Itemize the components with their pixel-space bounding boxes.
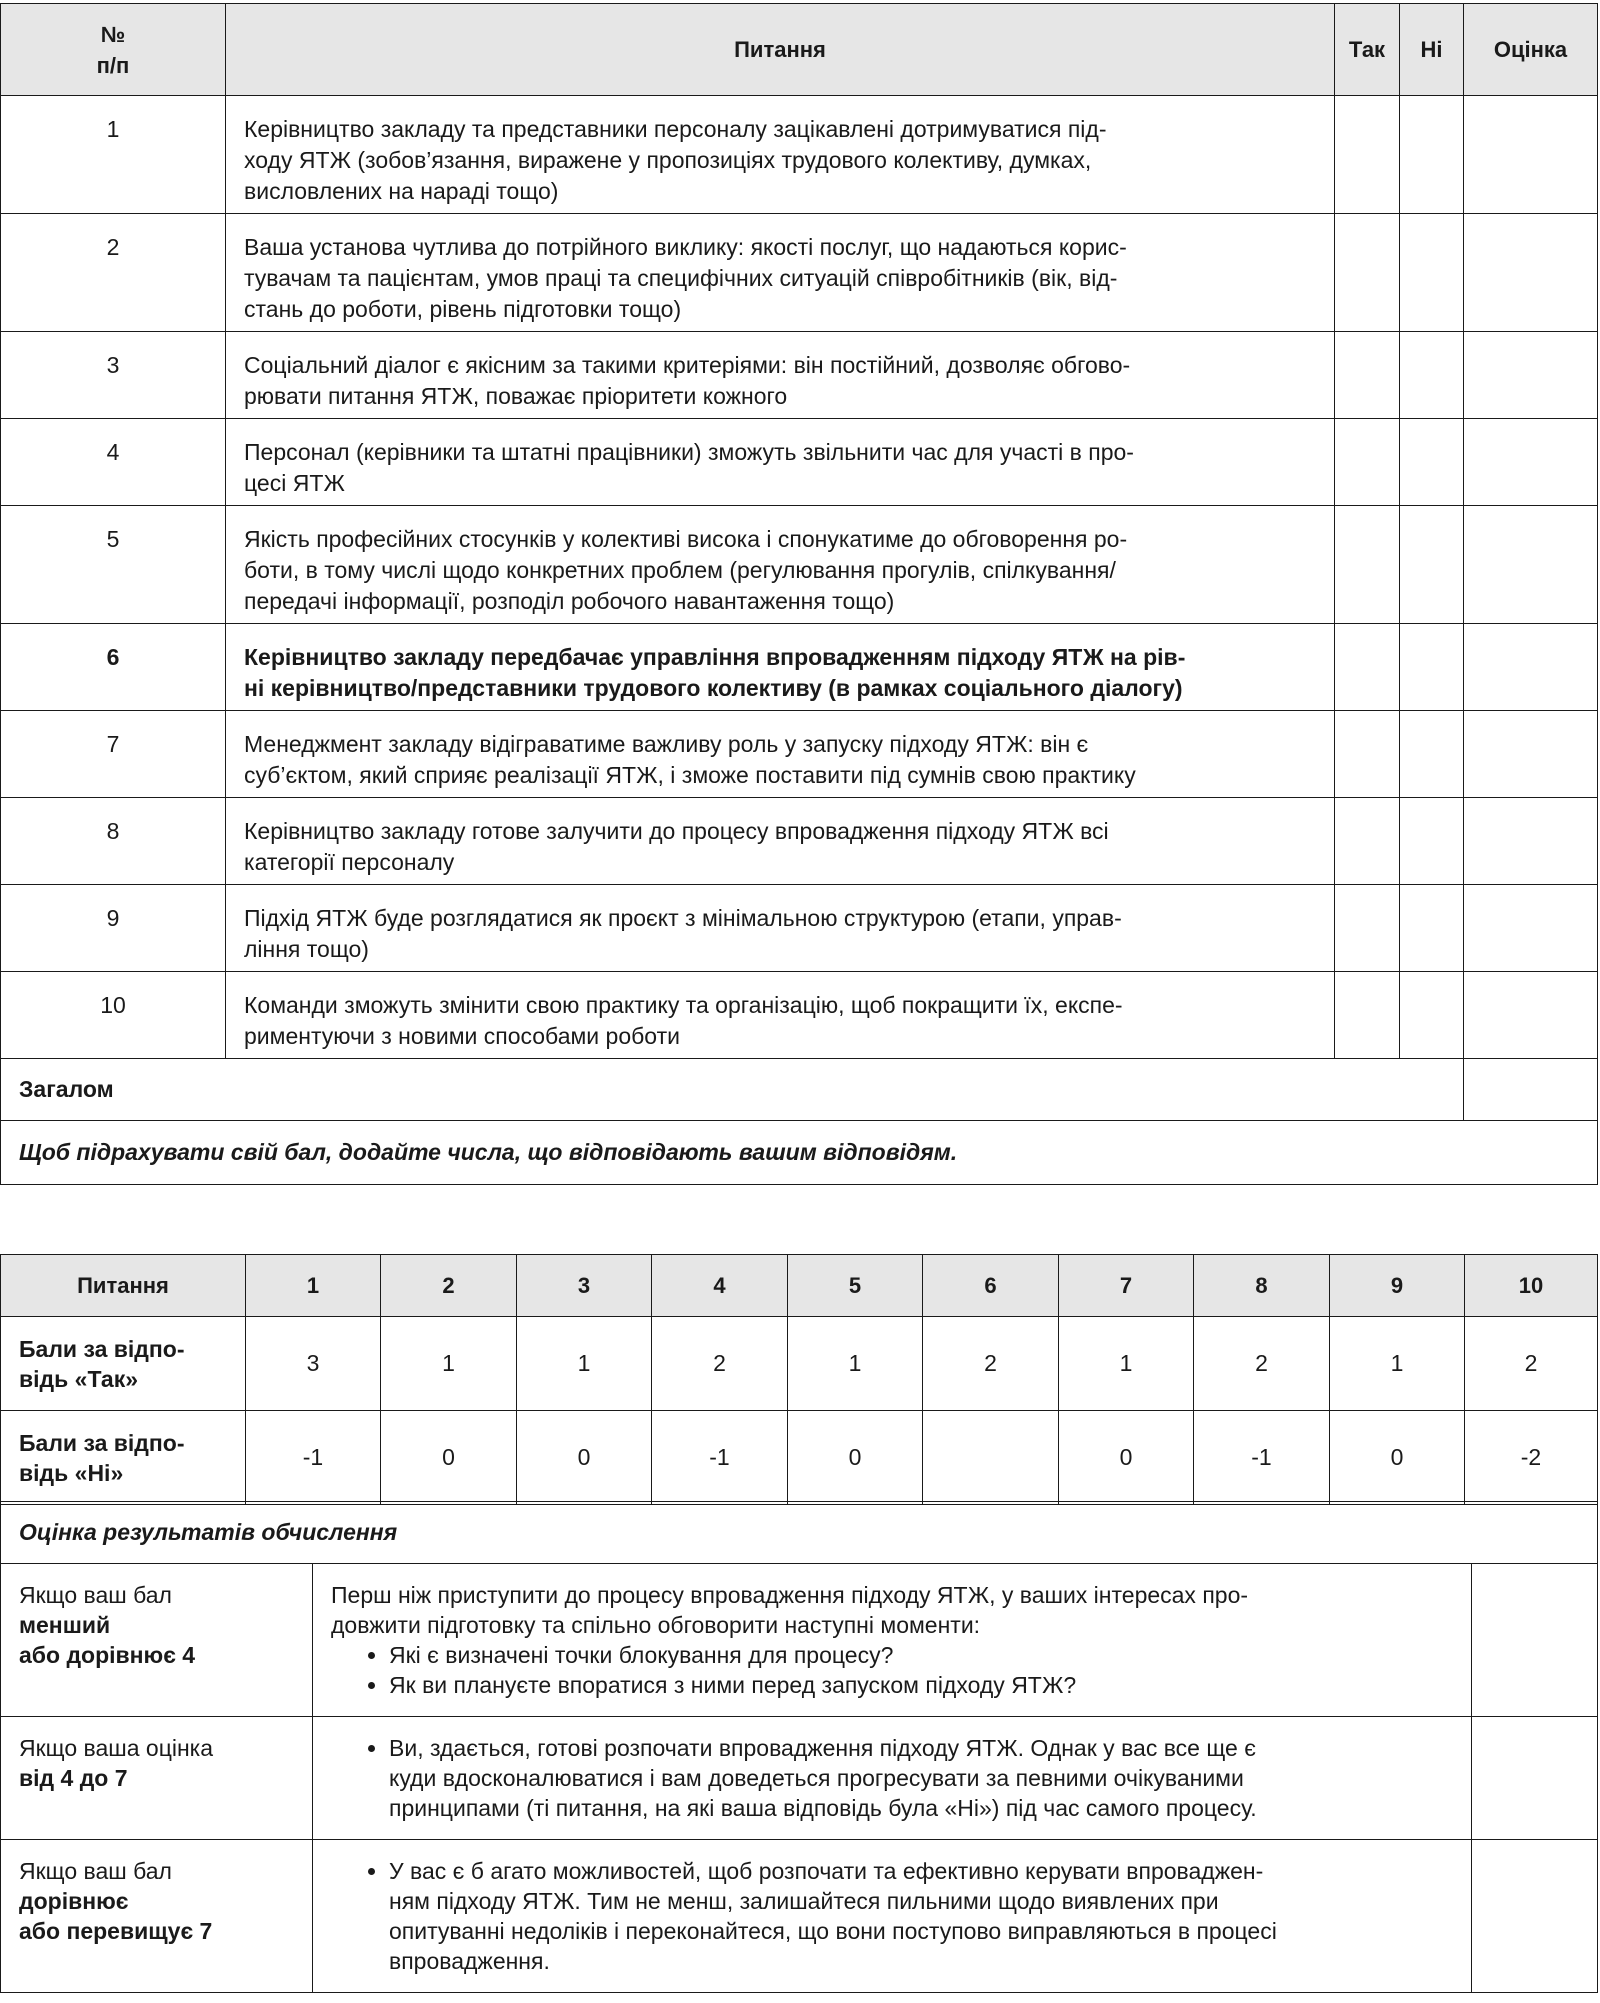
no-points-value: -2 bbox=[1465, 1411, 1598, 1505]
question-number: 9 bbox=[1, 885, 226, 972]
score-cell[interactable] bbox=[1464, 332, 1598, 419]
points-header-row bbox=[1, 1255, 1598, 1317]
question-row bbox=[1, 798, 1598, 885]
answer-no-cell[interactable] bbox=[1400, 419, 1464, 506]
answer-no-cell[interactable] bbox=[1400, 506, 1464, 624]
answer-no-cell[interactable] bbox=[1400, 96, 1464, 214]
question-row bbox=[1, 332, 1598, 419]
no-points-value bbox=[923, 1411, 1059, 1505]
question-text: Керівництво закладу готове залучити до процесу впровадження підходу ЯТЖ всі категорії персоналу bbox=[226, 798, 1335, 885]
evaluation-description bbox=[313, 1564, 1472, 1717]
yes-points-value: 1 bbox=[517, 1317, 652, 1411]
yes-points-value: 2 bbox=[1465, 1317, 1598, 1411]
questionnaire-table bbox=[0, 3, 1598, 1185]
no-points-value: 0 bbox=[517, 1411, 652, 1505]
question-number: 4 bbox=[1, 419, 226, 506]
points-question-number: 2 bbox=[381, 1255, 517, 1317]
question-text: Ваша установа чутлива до потрійного виклику: якості послуг, що надаються корис- тувачам та пацієнтам, умов праці та специфічних ситуацій співробітників (вік, від- стань до роботи, рівень підготовки тощо) bbox=[226, 214, 1335, 332]
evaluation-table bbox=[0, 1501, 1598, 1993]
yes-points-value: 1 bbox=[1330, 1317, 1465, 1411]
evaluation-description bbox=[313, 1840, 1472, 1993]
header-no: Ні bbox=[1400, 4, 1464, 96]
question-row bbox=[1, 711, 1598, 798]
question-row bbox=[1, 419, 1598, 506]
points-table bbox=[0, 1254, 1598, 1505]
score-cell[interactable] bbox=[1464, 419, 1598, 506]
answer-yes-cell[interactable] bbox=[1335, 711, 1400, 798]
yes-points-value: 1 bbox=[788, 1317, 923, 1411]
condition-text: Якщо ваш бал bbox=[19, 1582, 172, 1608]
no-points-value: 0 bbox=[1330, 1411, 1465, 1505]
answer-no-cell[interactable] bbox=[1400, 332, 1464, 419]
points-no-row bbox=[1, 1411, 1598, 1505]
question-number: 1 bbox=[1, 96, 226, 214]
yes-points-value: 3 bbox=[246, 1317, 381, 1411]
no-points-value: 0 bbox=[1059, 1411, 1194, 1505]
points-question-number: 9 bbox=[1330, 1255, 1465, 1317]
question-number: 2 bbox=[1, 214, 226, 332]
evaluation-empty-cell[interactable] bbox=[1472, 1564, 1598, 1717]
question-row bbox=[1, 972, 1598, 1059]
evaluation-empty-cell[interactable] bbox=[1472, 1840, 1598, 1993]
description-bullet: • Які є визначені точки блокування для процесу? bbox=[389, 1640, 1453, 1670]
points-question-number: 4 bbox=[652, 1255, 788, 1317]
yes-points-value: 2 bbox=[1194, 1317, 1330, 1411]
score-cell[interactable] bbox=[1464, 624, 1598, 711]
question-row bbox=[1, 96, 1598, 214]
question-row bbox=[1, 506, 1598, 624]
points-question-number: 8 bbox=[1194, 1255, 1330, 1317]
no-points-value: -1 bbox=[246, 1411, 381, 1505]
question-text: Керівництво закладу та представники персоналу зацікавлені дотримуватися під- ходу ЯТЖ (зобов’язання, виражене у пропозиціях трудового колективу, думках, висловлених на нараді тощо) bbox=[226, 96, 1335, 214]
answer-yes-cell[interactable] bbox=[1335, 624, 1400, 711]
score-cell[interactable] bbox=[1464, 214, 1598, 332]
condition-range: дорівнює або перевищує 7 bbox=[19, 1888, 213, 1944]
no-points-value: -1 bbox=[652, 1411, 788, 1505]
evaluation-condition bbox=[1, 1717, 313, 1840]
points-question-number: 1 bbox=[246, 1255, 381, 1317]
score-cell[interactable] bbox=[1464, 96, 1598, 214]
description-list bbox=[331, 1733, 1453, 1823]
evaluation-condition bbox=[1, 1840, 313, 1993]
description-bullet: • Як ви плануєте впоратися з ними перед запуском підходу ЯТЖ? bbox=[389, 1670, 1453, 1700]
summary-label: Загалом bbox=[1, 1059, 1464, 1121]
summary-score-cell[interactable] bbox=[1464, 1059, 1598, 1121]
yes-points-value: 2 bbox=[652, 1317, 788, 1411]
question-text: Підхід ЯТЖ буде розглядатися як проєкт з мінімальною структурою (етапи, управ- ління тощо) bbox=[226, 885, 1335, 972]
description-bullet: • У вас є б агато можливостей, щоб розпочати та ефективно керувати впроваджен- ням підходу ЯТЖ. Тим не менш, залишайтеся пильними щодо виявлених при опитуванні недоліків і переконайтеся, що вони поступово виправляються в процесі впровадження. bbox=[389, 1856, 1453, 1976]
question-number: 7 bbox=[1, 711, 226, 798]
question-number: 5 bbox=[1, 506, 226, 624]
description-list bbox=[331, 1640, 1453, 1700]
question-text: Керівництво закладу передбачає управління впровадженням підходу ЯТЖ на рів- ні керівництво/представники трудового колективу (в рамках соціального діалогу) bbox=[226, 624, 1335, 711]
answer-yes-cell[interactable] bbox=[1335, 972, 1400, 1059]
question-row bbox=[1, 214, 1598, 332]
yes-points-value: 2 bbox=[923, 1317, 1059, 1411]
description-bullet: • Ви, здається, готові розпочати впровадження підходу ЯТЖ. Однак у вас все ще є куди вдосконалюватися і вам доведеться прогресувати за певними очікуваними принципами (ті питання, на які ваша відповідь була «Ні») під час самого процесу. bbox=[389, 1733, 1453, 1823]
answer-yes-cell[interactable] bbox=[1335, 798, 1400, 885]
answer-no-cell[interactable] bbox=[1400, 624, 1464, 711]
points-question-number: 3 bbox=[517, 1255, 652, 1317]
answer-no-cell[interactable] bbox=[1400, 711, 1464, 798]
header-score: Оцінка bbox=[1464, 4, 1598, 96]
question-text: Соціальний діалог є якісним за такими критеріями: він постійний, дозволяє обгово- рювати питання ЯТЖ, поважає пріоритети кожного bbox=[226, 332, 1335, 419]
evaluation-condition bbox=[1, 1564, 313, 1717]
points-question-number: 5 bbox=[788, 1255, 923, 1317]
score-cell[interactable] bbox=[1464, 972, 1598, 1059]
question-row bbox=[1, 885, 1598, 972]
points-header-label: Питання bbox=[1, 1255, 246, 1317]
header-question: Питання bbox=[226, 4, 1335, 96]
summary-row bbox=[1, 1059, 1598, 1121]
question-number: 8 bbox=[1, 798, 226, 885]
condition-text: Якщо ваша оцінка bbox=[19, 1735, 214, 1761]
answer-yes-cell[interactable] bbox=[1335, 332, 1400, 419]
answer-no-cell[interactable] bbox=[1400, 885, 1464, 972]
answer-no-cell[interactable] bbox=[1400, 798, 1464, 885]
question-row bbox=[1, 624, 1598, 711]
evaluation-heading-row bbox=[1, 1502, 1598, 1564]
score-cell[interactable] bbox=[1464, 885, 1598, 972]
evaluation-description bbox=[313, 1717, 1472, 1840]
points-question-number: 7 bbox=[1059, 1255, 1194, 1317]
evaluation-empty-cell[interactable] bbox=[1472, 1717, 1598, 1840]
score-cell[interactable] bbox=[1464, 506, 1598, 624]
answer-no-cell[interactable] bbox=[1400, 972, 1464, 1059]
question-text: Персонал (керівники та штатні працівники) зможуть звільнити час для участі в про- цесі ЯТЖ bbox=[226, 419, 1335, 506]
question-text: Команди зможуть змінити свою практику та організацію, щоб покращити їх, експе- риментуючи з новими способами роботи bbox=[226, 972, 1335, 1059]
instruction-text: Щоб підрахувати свій бал, додайте числа, що відповідають вашим відповідям. bbox=[1, 1121, 1598, 1185]
points-yes-label: Бали за відпо- відь «Так» bbox=[1, 1317, 246, 1411]
points-question-number: 6 bbox=[923, 1255, 1059, 1317]
points-no-label: Бали за відпо- відь «Ні» bbox=[1, 1411, 246, 1505]
points-yes-row bbox=[1, 1317, 1598, 1411]
instruction-row bbox=[1, 1121, 1598, 1185]
answer-yes-cell[interactable] bbox=[1335, 214, 1400, 332]
questionnaire-header-row bbox=[1, 4, 1598, 96]
evaluation-row bbox=[1, 1564, 1598, 1717]
header-yes: Так bbox=[1335, 4, 1400, 96]
question-number: 6 bbox=[1, 624, 226, 711]
condition-range: менший або дорівнює 4 bbox=[19, 1612, 196, 1668]
yes-points-value: 1 bbox=[1059, 1317, 1194, 1411]
header-number: № п/п bbox=[1, 4, 226, 96]
answer-yes-cell[interactable] bbox=[1335, 419, 1400, 506]
answer-no-cell[interactable] bbox=[1400, 214, 1464, 332]
yes-points-value: 1 bbox=[381, 1317, 517, 1411]
question-text: Якість професійних стосунків у колективі висока і спонукатиме до обговорення ро- боти, в тому числі щодо конкретних проблем (регулювання прогулів, спілкування/ передачі інформації, розподіл робочого навантаження тощо) bbox=[226, 506, 1335, 624]
evaluation-heading: Оцінка результатів обчислення bbox=[1, 1502, 1598, 1564]
answer-yes-cell[interactable] bbox=[1335, 885, 1400, 972]
description-list bbox=[331, 1856, 1453, 1976]
condition-text: Якщо ваш бал bbox=[19, 1858, 172, 1884]
answer-yes-cell[interactable] bbox=[1335, 506, 1400, 624]
evaluation-row bbox=[1, 1717, 1598, 1840]
score-cell[interactable] bbox=[1464, 798, 1598, 885]
question-number: 3 bbox=[1, 332, 226, 419]
points-question-number: 10 bbox=[1465, 1255, 1598, 1317]
answer-yes-cell[interactable] bbox=[1335, 96, 1400, 214]
question-number: 10 bbox=[1, 972, 226, 1059]
evaluation-row bbox=[1, 1840, 1598, 1993]
question-text: Менеджмент закладу відіграватиме важливу роль у запуску підходу ЯТЖ: він є суб’єктом, який сприяє реалізації ЯТЖ, і зможе поставити під сумнів свою практику bbox=[226, 711, 1335, 798]
no-points-value: 0 bbox=[381, 1411, 517, 1505]
description-intro: Перш ніж приступити до процесу впровадження підходу ЯТЖ, у ваших інтересах про- довжити підготовку та спільно обговорити наступні моменти: bbox=[331, 1582, 1249, 1638]
condition-range: від 4 до 7 bbox=[19, 1765, 128, 1791]
score-cell[interactable] bbox=[1464, 711, 1598, 798]
no-points-value: 0 bbox=[788, 1411, 923, 1505]
no-points-value: -1 bbox=[1194, 1411, 1330, 1505]
